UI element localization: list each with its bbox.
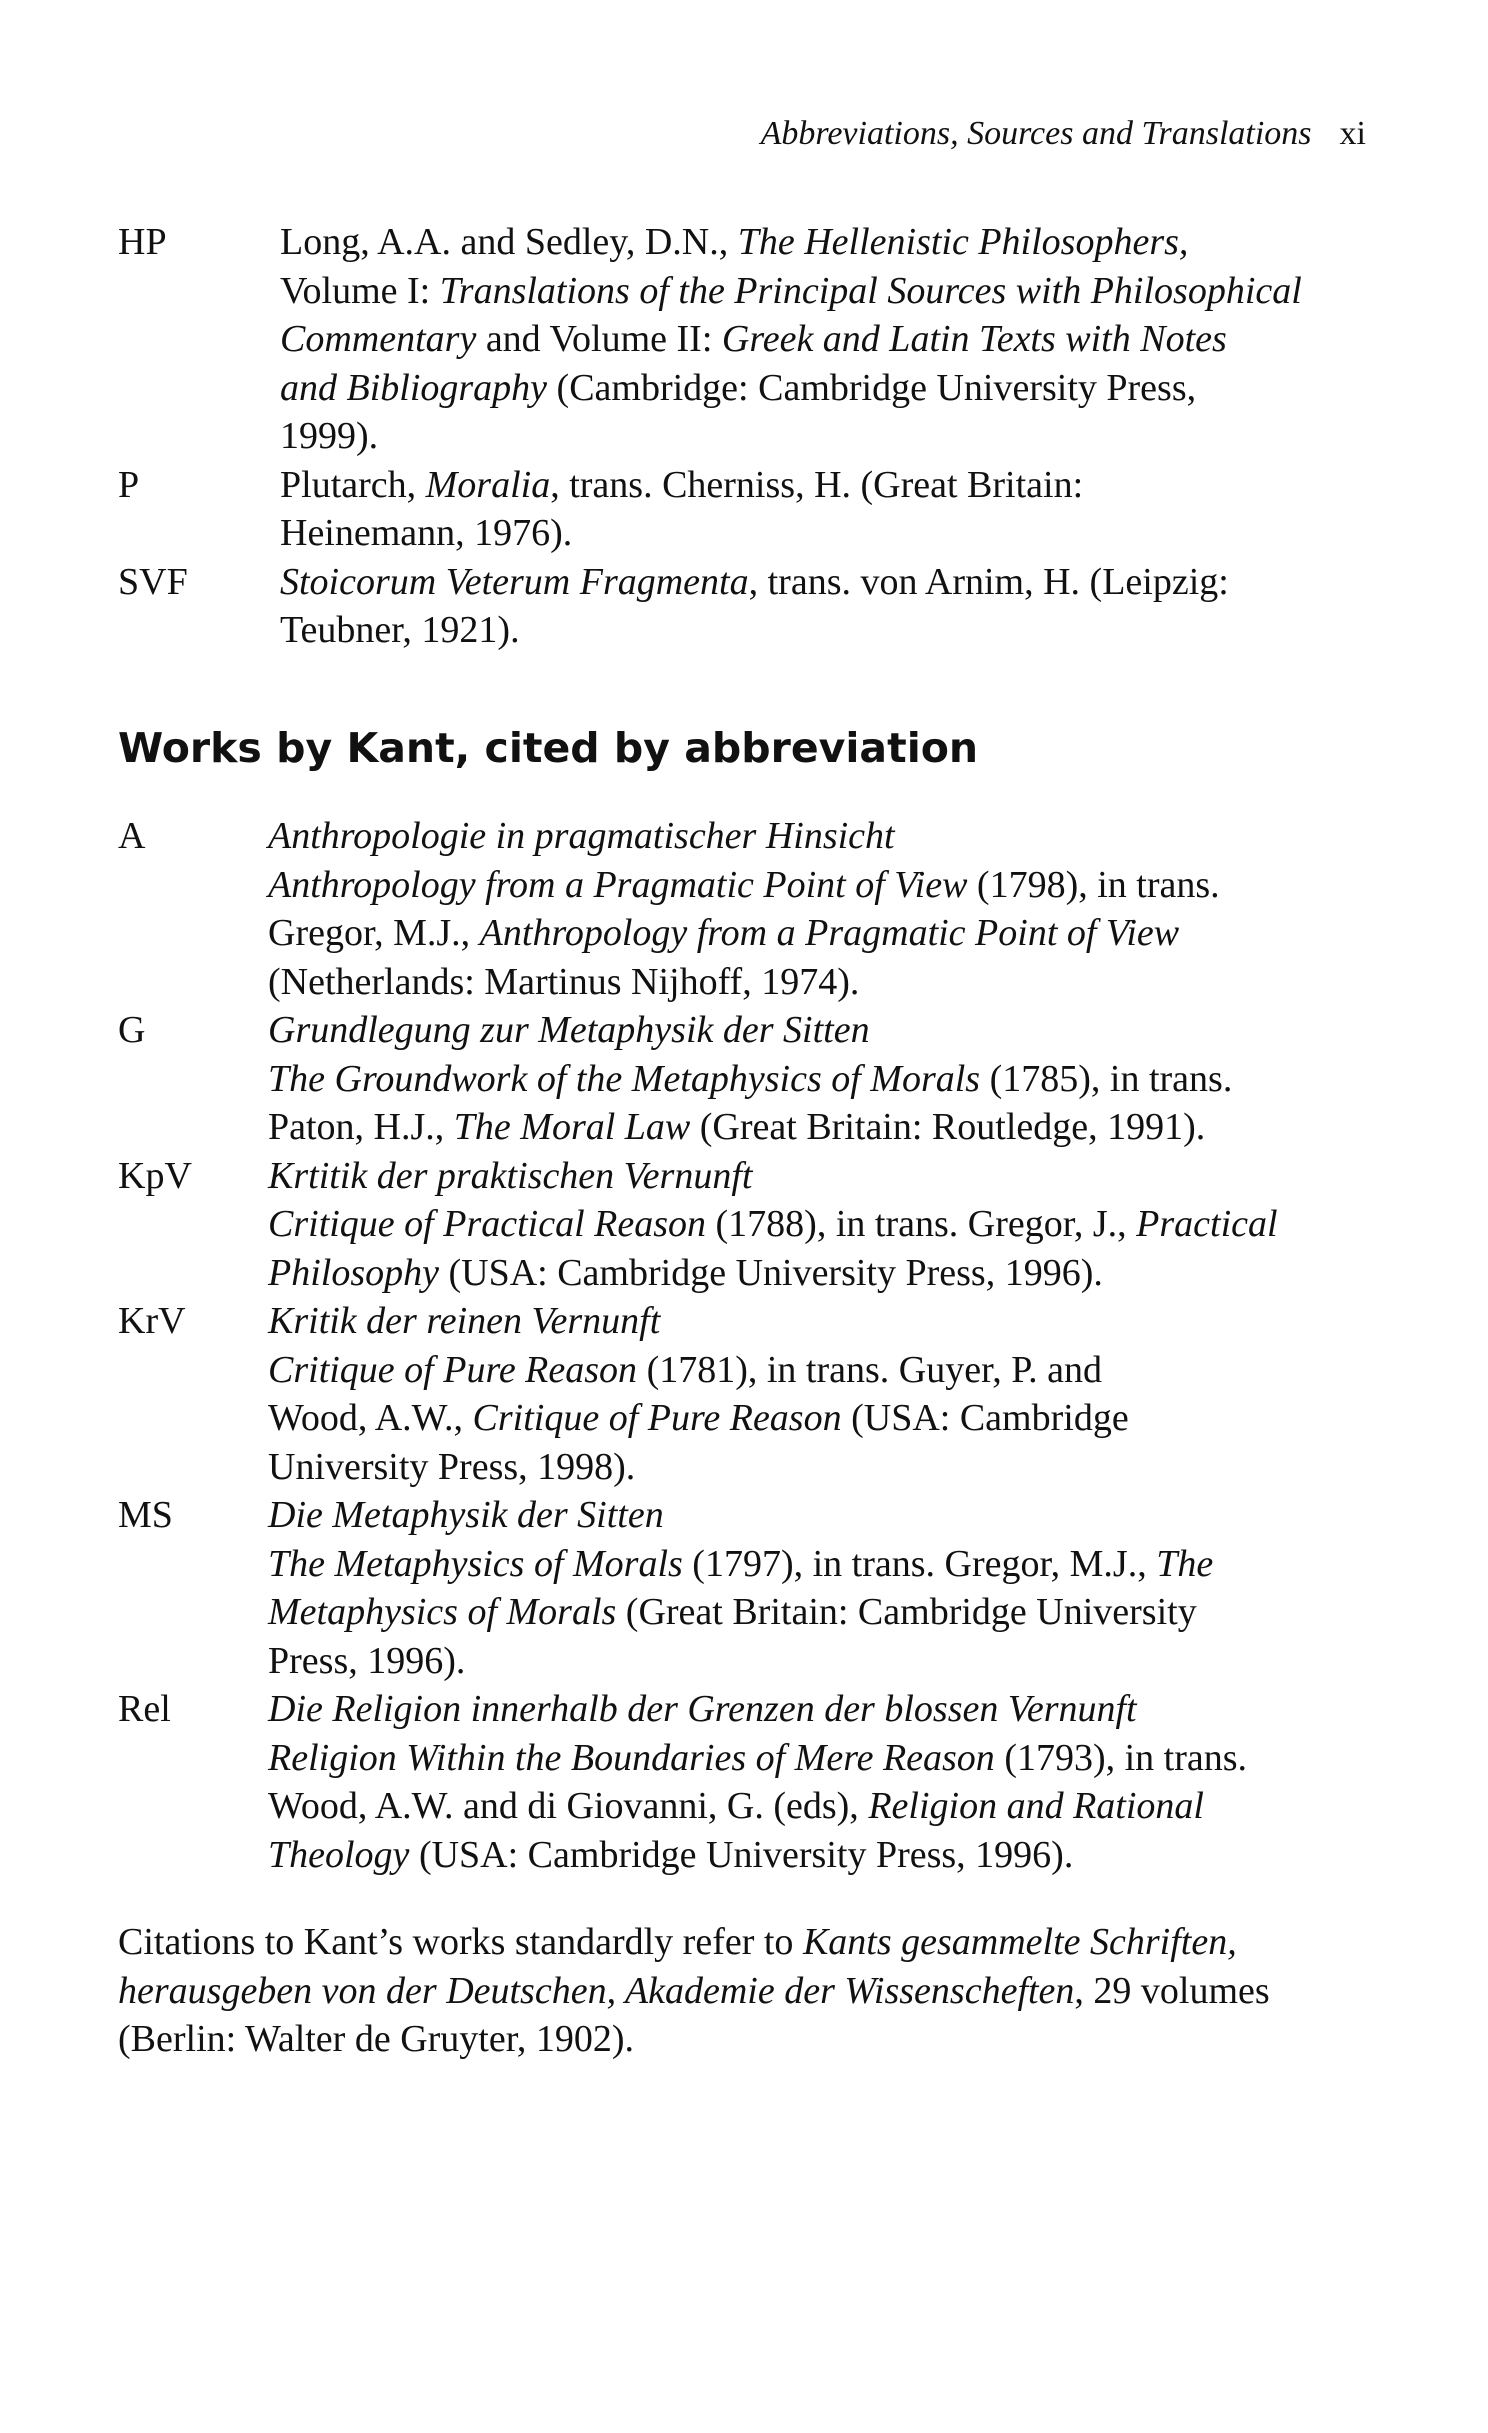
entry-line: Heinemann, 1976). xyxy=(280,512,573,554)
entry-text xyxy=(268,1297,1370,1491)
entry-line: Paton, H.J., The Moral Law (Great Britain: Routledge, 1991). xyxy=(268,1106,1206,1148)
kant-works-list xyxy=(118,812,1370,1879)
entry-line: Anthropology from a Pragmatic Point of View (1798), in trans. xyxy=(268,863,1220,906)
entry-line: Krtitik der praktischen Vernunft xyxy=(268,1154,753,1197)
entry-line: Wood, A.W., Critique of Pure Reason (USA: Cambridge xyxy=(268,1397,1129,1439)
entry-line: Religion Within the Boundaries of Mere Reason (1793), in trans. xyxy=(268,1736,1248,1779)
entry-ms xyxy=(118,1491,1370,1685)
entry-abbr: P xyxy=(118,463,140,506)
entry-line: Stoicorum Veterum Fragmenta, trans. von Arnim, H. (Leipzig: xyxy=(280,560,1229,603)
entry-abbr: SVF xyxy=(118,560,188,603)
entry-line: Critique of Practical Reason (1788), in trans. Gregor, J., Practical xyxy=(268,1203,1278,1245)
entry-g xyxy=(118,1006,1370,1152)
entry-line: Theology (USA: Cambridge University Press, 1996). xyxy=(268,1833,1074,1876)
entry-hp xyxy=(118,218,1370,461)
entry-line: Press, 1996). xyxy=(268,1639,466,1682)
entry-text xyxy=(268,812,1370,1006)
entry-line: (Netherlands: Martinus Nijhoff, 1974). xyxy=(268,960,860,1003)
entry-line: Metaphysics of Morals (Great Britain: Cambridge University xyxy=(268,1591,1197,1633)
entry-a xyxy=(118,812,1370,1006)
entry-line: Plutarch, Moralia, trans. Cherniss, H. (Great Britain: xyxy=(280,463,1084,506)
entry-line: Die Religion innerhalb der Grenzen der blossen Vernunft xyxy=(268,1688,1137,1730)
entry-line: Teubner, 1921). xyxy=(280,609,520,651)
entry-text xyxy=(280,558,1370,655)
entry-abbr: MS xyxy=(118,1494,173,1536)
page-number: xi xyxy=(1339,115,1366,152)
note-line: (Berlin: Walter de Gruyter, 1902). xyxy=(118,2018,635,2060)
entry-p xyxy=(118,461,1370,558)
entry-line: and Bibliography (Cambridge: Cambridge University Press, xyxy=(280,366,1197,409)
citation-note xyxy=(118,1918,1370,2064)
entry-text xyxy=(268,1006,1370,1152)
entry-abbr: KpV xyxy=(118,1154,192,1197)
section-heading: Works by Kant, cited by abbreviation xyxy=(118,724,979,772)
entry-line: Volume I: Translations of the Principal Sources with Philosophical xyxy=(280,269,1302,312)
entry-abbr: A xyxy=(118,815,146,857)
entry-abbr: G xyxy=(118,1009,146,1051)
entry-abbr: HP xyxy=(118,221,167,263)
entry-line: Die Metaphysik der Sitten xyxy=(268,1494,664,1536)
entry-rel xyxy=(118,1685,1370,1879)
entry-line: The Metaphysics of Morals (1797), in trans. Gregor, M.J., The xyxy=(268,1542,1214,1585)
entry-line: Gregor, M.J., Anthropology from a Pragmatic Point of View xyxy=(268,912,1180,954)
entry-text xyxy=(268,1685,1370,1879)
entry-text xyxy=(268,1491,1370,1685)
entry-line: Critique of Pure Reason (1781), in trans. Guyer, P. and xyxy=(268,1348,1103,1391)
entry-line: The Groundwork of the Metaphysics of Morals (1785), in trans. xyxy=(268,1057,1233,1100)
entry-line: 1999). xyxy=(280,415,379,457)
entry-line: Kritik der reinen Vernunft xyxy=(268,1300,661,1342)
entry-krv xyxy=(118,1297,1370,1491)
abbreviation-list xyxy=(118,218,1370,655)
note-line: Citations to Kant’s works standardly refer to Kants gesammelte Schriften, xyxy=(118,1921,1237,1963)
running-head xyxy=(761,112,1366,156)
note-line: herausgeben von der Deutschen, Akademie der Wissenscheften, 29 volumes xyxy=(118,1969,1270,2012)
entry-line: Anthropologie in pragmatischer Hinsicht xyxy=(268,815,895,857)
entry-line: Wood, A.W. and di Giovanni, G. (eds), Religion and Rational xyxy=(268,1785,1204,1827)
entry-line: Grundlegung zur Metaphysik der Sitten xyxy=(268,1009,870,1051)
entry-line: University Press, 1998). xyxy=(268,1445,636,1488)
entry-text xyxy=(268,1152,1370,1298)
entry-line: Commentary and Volume II: Greek and Latin Texts with Notes xyxy=(280,318,1227,360)
entry-svf xyxy=(118,558,1370,655)
running-head-title: Abbreviations, Sources and Translations xyxy=(760,115,1312,152)
entry-abbr: Rel xyxy=(118,1688,171,1730)
entry-abbr: KrV xyxy=(118,1300,186,1342)
entry-kpv xyxy=(118,1152,1370,1298)
entry-text xyxy=(280,218,1370,461)
entry-line: Long, A.A. and Sedley, D.N., The Hellenistic Philosophers, xyxy=(280,221,1189,263)
entry-text xyxy=(280,461,1370,558)
entry-line: Philosophy (USA: Cambridge University Press, 1996). xyxy=(268,1251,1103,1294)
